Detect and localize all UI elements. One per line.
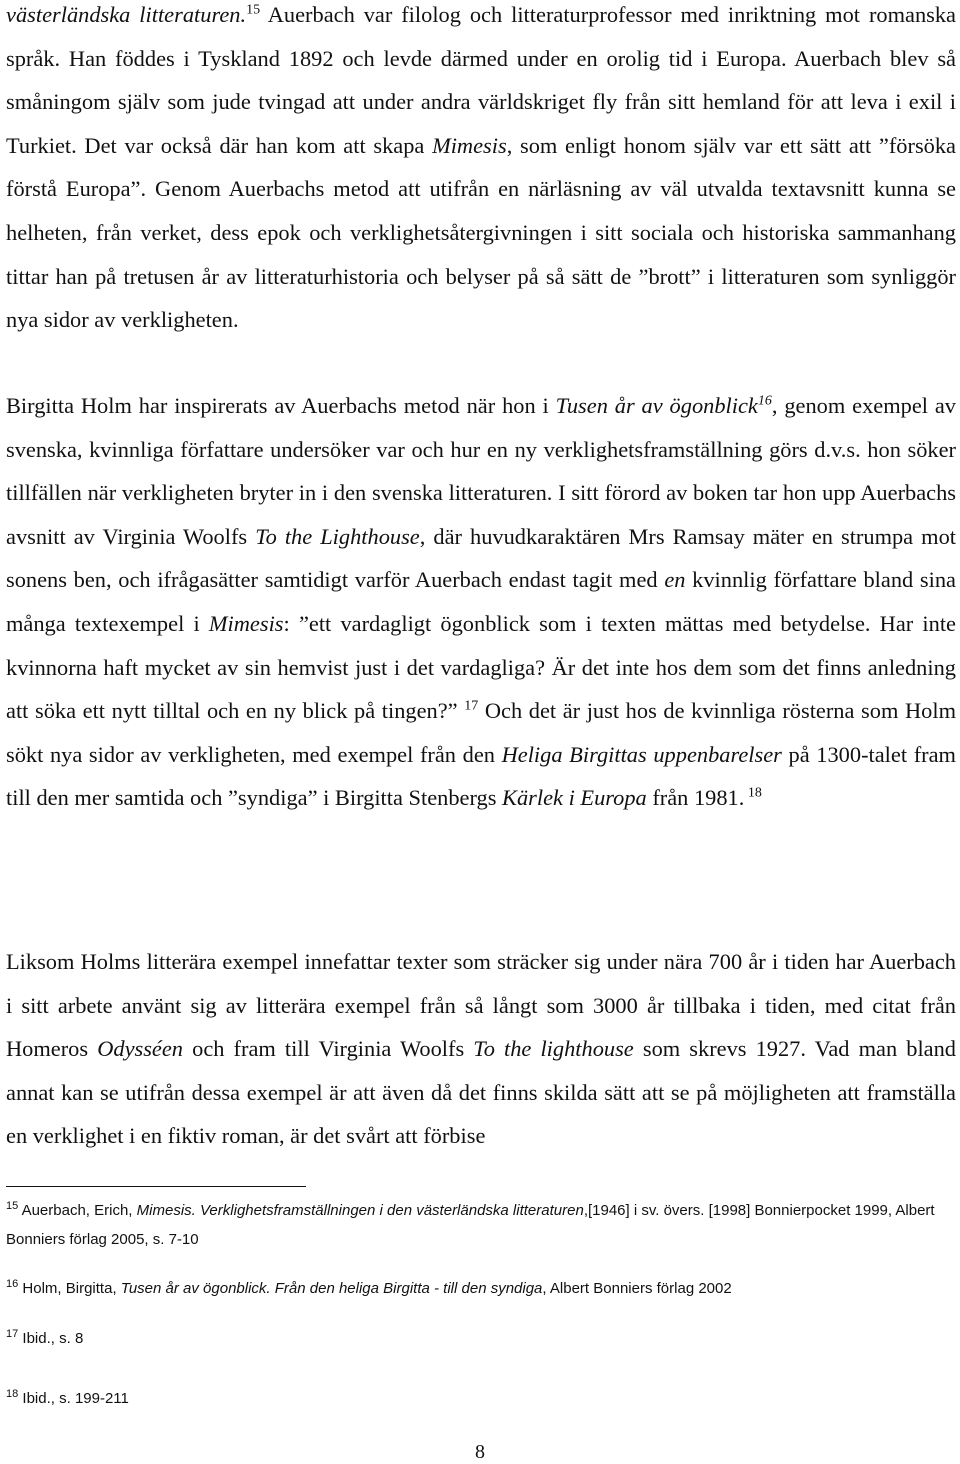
italic-text: Mimesis [208,610,284,636]
paragraph-text: , som enligt honom själv var ett sätt att ”försöka förstå Europa”. Genom Auerbachs metod att utifrån en närläsning av väl utvalda textavsnitt kunna se helheten, från verket, dess epok och verklighetsåtergivningen i sitt sociala och historiska sammanhang tittar han på tretusen år av litteraturhistoria och belyser på så sätt de ”brott” i litteraturen som synliggör nya sidor av verkligheten. [6,132,956,333]
italic-text: Heliga Birgittas uppenbarelser [501,741,782,767]
paragraph-text: kvinnlig författare bland sina många textexempel i [6,567,956,636]
footnote-reference: 16 [6,1278,19,1290]
paragraph-text: Birgitta Holm har inspirerats av Auerbachs metod när hon i [6,393,556,418]
body-paragraph-2 [6,384,956,820]
footnote-text: Ibid., s. 8 [18,1330,84,1347]
footnote-18 [6,1384,954,1413]
italic-text: en [664,567,686,593]
italic-text: Odysséen [97,1036,184,1062]
footnote-text: Ibid., s. 199-211 [18,1390,129,1407]
italic-text: Kärlek i Europa [502,785,647,811]
paragraph-text: : ”ett vardagligt ögonblick som i texten mättas med betydelse. Har inte kvinnorna haft mycket av sin hemvist just i det vardagliga? Är det inte hos dem som det finns anledning att söka ett nytt tilltal och en ny blick på tingen?” [6,610,956,724]
footnote-16 [6,1274,954,1303]
footnote-text: , Albert Bonniers förlag 2002 [542,1280,732,1297]
footnote-15 [6,1196,954,1254]
footnote-separator [6,1186,306,1187]
paragraph-text: , där huvudkaraktären Mrs Ramsay mäter en strumpa mot sonens ben, och ifrågasätter samtidigt varför Auerbach endast tagit med [6,523,956,593]
footnote-reference: 16 [757,393,772,409]
italic-text: Tusen år av ögonblick [555,393,758,418]
paragraph-text: Liksom Holms litterära exempel innefattar texter som sträcker sig under nära 700 år i tiden har Auerbach i sitt arbete använt sig av litterära exempel från så långt som 3000 år tillbaka i tiden, med citat från Homeros [6,949,956,1062]
paragraph-text: från 1981. [646,785,745,811]
footnote-reference: 17 [464,698,479,714]
paragraph-text: Och det är just hos de kvinnliga rösterna som Holm sökt nya sidor av verkligheten, med exempel från den [6,698,956,767]
footnote-reference: 15 [246,2,261,18]
page-number: 8 [475,1441,485,1463]
italic-text: To the Lighthouse [255,523,420,549]
footnote-reference: 18 [744,785,762,801]
paragraph-text: Auerbach var filolog och litteraturprofessor med inriktning mot romanska språk. Han föddes i Tyskland 1892 och levde därmed under en orolig tid i Europa. Auerbach blev så småningom själv som jude tvingad att under andra världskriget fly från sitt hemland för att leva i exil i Turkiet. Det var också där han kom att skapa [6,2,956,158]
paragraph-text: och fram till Virginia Woolfs [183,1036,474,1062]
italic-text: västerländska litteraturen. [6,2,247,27]
footnote-reference: 15 [6,1200,19,1212]
italic-text: Mimesis. Verklighetsframställningen i den västerländska litteraturen [136,1202,584,1219]
footnote-text: ,[1946] i sv. övers. [1998] Bonnierpocket 1999, Albert Bonniers förlag 2005, s. 7-10 [6,1202,935,1248]
italic-text: Tusen år av ögonblick. Från den heliga Birgitta - till den syndiga [120,1280,543,1297]
paragraph-text: , genom exempel av svenska, kvinnliga författare undersöker var och hur en ny verklighetsframställning görs d.v.s. hon söker tillfällen när verkligheten bryter in i den svenska litteraturen. I sitt förord av boken tar hon upp Auerbachs avsnitt av Virginia Woolfs [6,393,957,549]
body-paragraph-3 [6,940,956,1158]
italic-text: To the lighthouse [473,1036,634,1062]
footnote-reference: 17 [6,1328,19,1340]
body-paragraph-1 [6,0,956,342]
paragraph-text: på 1300-talet fram till den mer samtida och ”syndiga” i Birgitta Stenbergs [6,741,956,811]
footnote-reference: 18 [6,1388,19,1400]
footnote-text: Holm, Birgitta, [18,1280,121,1297]
italic-text: Mimesis [432,132,507,158]
footnote-text: Auerbach, Erich, [18,1202,137,1219]
footnote-17 [6,1324,954,1353]
paragraph-text: som skrevs 1927. Vad man bland annat kan se utifrån dessa exempel är att även då det finns skilda sätt att se på möjligheten att framställa en verklighet i en fiktiv roman, är det svårt att förbise [6,1036,956,1149]
